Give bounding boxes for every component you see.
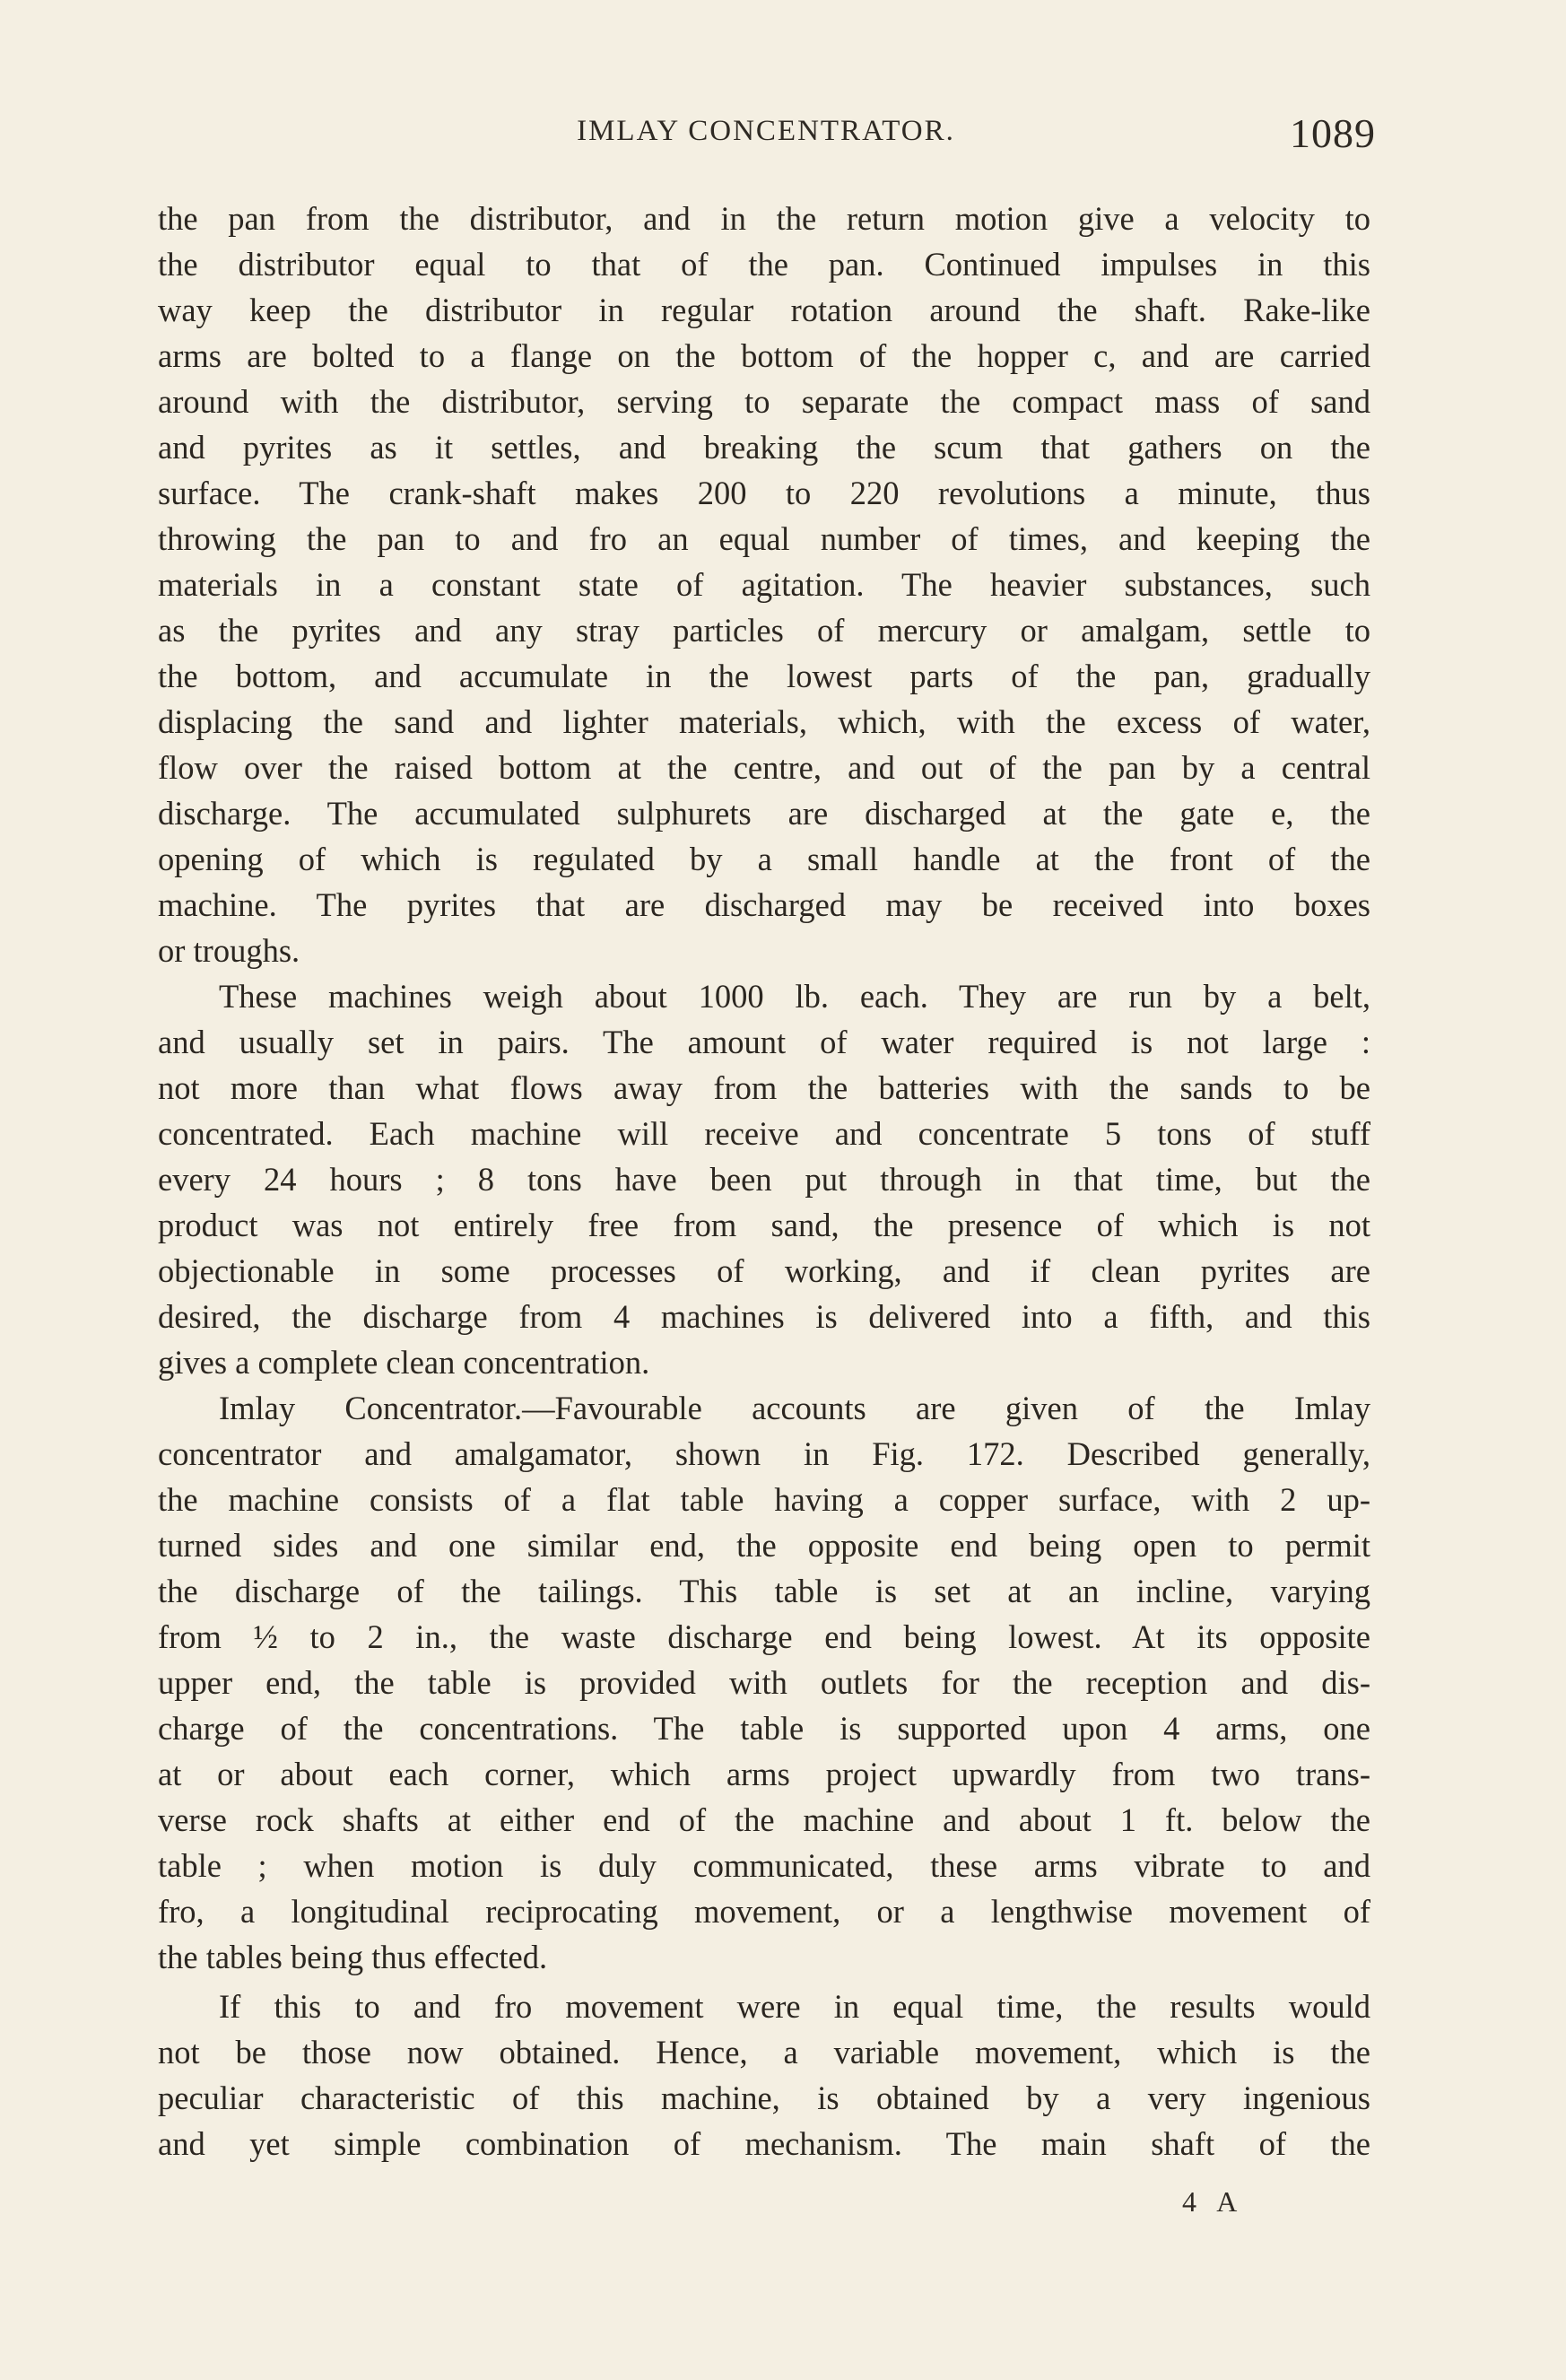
text-line: and yet simple combination of mechanism. The main shaft of the <box>158 2125 1370 2162</box>
text-line: as the pyrites and any stray particles of mercury or amalgam, settle to <box>158 612 1370 649</box>
running-title: IMLAY CONCENTRATOR. <box>577 115 955 147</box>
text-line: arms are bolted to a flange on the bottom of the hopper c, and are carried <box>158 337 1370 374</box>
text-line: and pyrites as it settles, and breaking the scum that gathers on the <box>158 429 1370 466</box>
text-line: desired, the discharge from 4 machines is delivered into a fifth, and this <box>158 1298 1370 1335</box>
running-head <box>156 109 1376 163</box>
text-line: the distributor equal to that of the pan. Continued impulses in this <box>158 246 1370 283</box>
text-line: product was not entirely free from sand, the presence of which is not <box>158 1207 1370 1243</box>
text-line: the pan from the distributor, and in the return motion give a velocity to <box>158 200 1370 237</box>
section-heading-line: Imlay Concentrator.—Favourable accounts are given of the Imlay <box>219 1390 1370 1426</box>
text-line: displacing the sand and lighter materials, which, with the excess of water, <box>158 703 1370 740</box>
text-line: flow over the raised bottom at the centre, and out of the pan by a central <box>158 749 1370 786</box>
text-line: table ; when motion is duly communicated, these arms vibrate to and <box>158 1847 1370 1884</box>
text-line: fro, a longitudinal reciprocating movement, or a lengthwise movement of <box>158 1893 1370 1930</box>
text-line: around with the distributor, serving to separate the compact mass of sand <box>158 383 1370 420</box>
text-line: throwing the pan to and fro an equal number of times, and keeping the <box>158 520 1370 557</box>
text-line: machine. The pyrites that are discharged may be received into boxes <box>158 886 1370 923</box>
text-line: or troughs. <box>158 932 300 969</box>
text-line: discharge. The accumulated sulphurets are discharged at the gate e, the <box>158 795 1370 832</box>
paragraph-start-line: These machines weigh about 1000 lb. each. They are run by a belt, <box>219 978 1370 1015</box>
text-line: the bottom, and accumulate in the lowest parts of the pan, gradually <box>158 658 1370 694</box>
text-line: not more than what flows away from the batteries with the sands to be <box>158 1069 1370 1106</box>
text-line: way keep the distributor in regular rotation around the shaft. Rake-like <box>158 292 1370 328</box>
text-line: every 24 hours ; 8 tons have been put through in that time, but the <box>158 1161 1370 1198</box>
text-line: peculiar characteristic of this machine, is obtained by a very ingenious <box>158 2079 1370 2116</box>
text-line: upper end, the table is provided with outlets for the reception and dis- <box>158 1664 1370 1701</box>
text-line: the discharge of the tailings. This table is set at an incline, varying <box>158 1573 1370 1609</box>
page-number: 1089 <box>1290 110 1376 156</box>
text-line: verse rock shafts at either end of the machine and about 1 ft. below the <box>158 1801 1370 1838</box>
text-line: opening of which is regulated by a small handle at the front of the <box>158 841 1370 877</box>
text-line: gives a complete clean concentration. <box>158 1344 650 1381</box>
text-line: and usually set in pairs. The amount of water required is not large : <box>158 1024 1370 1060</box>
text-line: concentrator and amalgamator, shown in Fig. 172. Described generally, <box>158 1435 1370 1472</box>
text-line: objectionable in some processes of working, and if clean pyrites are <box>158 1252 1370 1289</box>
text-line: at or about each corner, which arms project upwardly from two trans- <box>158 1756 1370 1792</box>
text-line: the machine consists of a flat table having a copper surface, with 2 up- <box>158 1481 1370 1518</box>
paragraph-start-line: If this to and fro movement were in equal time, the results would <box>219 1988 1370 2025</box>
text-line: charge of the concentrations. The table is supported upon 4 arms, one <box>158 1710 1370 1747</box>
text-line: surface. The crank-shaft makes 200 to 220 revolutions a minute, thus <box>158 475 1370 511</box>
text-line: from ½ to 2 in., the waste discharge end being lowest. At its opposite <box>158 1618 1370 1655</box>
text-line: not be those now obtained. Hence, a variable movement, which is the <box>158 2034 1370 2071</box>
text-line: materials in a constant state of agitation. The heavier substances, such <box>158 566 1370 603</box>
signature-mark: 4 A <box>1182 2185 1245 2218</box>
text-line: turned sides and one similar end, the opposite end being open to permit <box>158 1527 1370 1564</box>
text-line: the tables being thus effected. <box>158 1939 548 1975</box>
text-line: concentrated. Each machine will receive and concentrate 5 tons of stuff <box>158 1115 1370 1152</box>
body-text <box>158 196 1370 2166</box>
